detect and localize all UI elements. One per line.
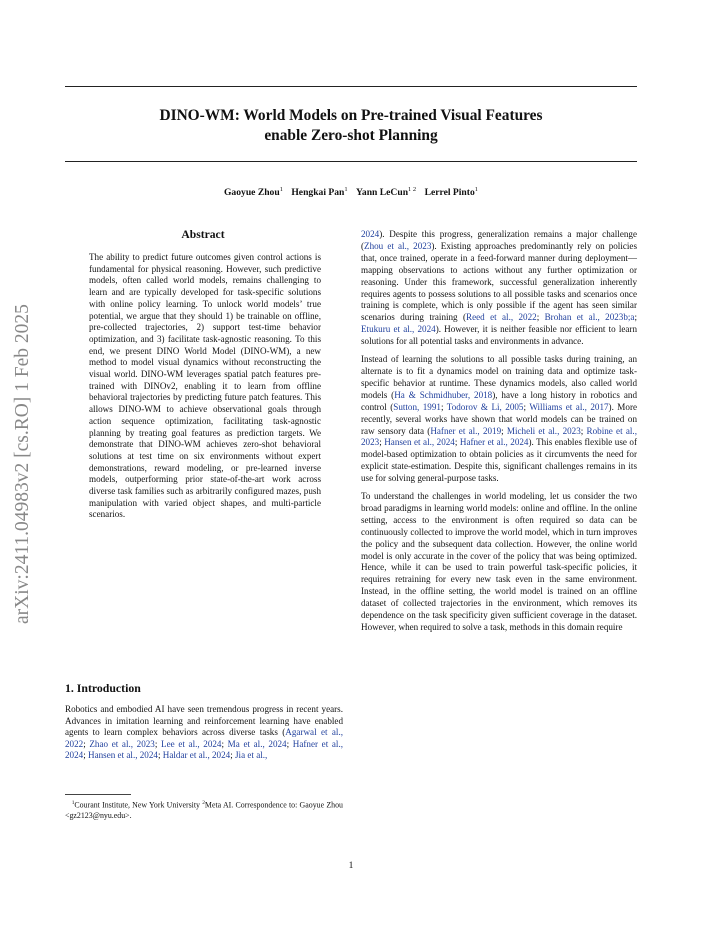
citation-link[interactable]: Etukuru et al., 2024 [361, 324, 436, 335]
citation-link[interactable]: Hafner et al., 2024 [65, 738, 343, 760]
title-line-1: DINO-WM: World Models on Pre-trained Visual Features [159, 107, 543, 124]
citation-link[interactable]: Hansen et al., 2024 [384, 437, 455, 448]
author-list [65, 186, 637, 198]
citation-link[interactable]: Hafner et al., 2024 [459, 437, 529, 448]
title-top-rule [65, 86, 637, 87]
citation-link[interactable]: Todorov & Li, 2005 [446, 401, 524, 412]
abstract-heading: Abstract [181, 228, 225, 241]
citation-link[interactable]: Lee et al., 2024 [161, 738, 222, 749]
footnote-rule [65, 794, 131, 795]
citation-link[interactable]: Haldar et al., 2024 [162, 750, 231, 760]
citation-link[interactable]: Hansen et al., 2024 [88, 750, 158, 760]
author: Gaoyue Zhou$^1$ [223, 186, 283, 199]
citation-link[interactable]: Jia et al., [235, 750, 268, 760]
page-number: 1 [348, 861, 354, 871]
citation-link[interactable]: Agarwal et al., 2022 [65, 727, 343, 749]
right-column [361, 229, 637, 640]
author: Yann LeCun$^{1 2}$ [356, 186, 417, 199]
citation-link[interactable]: Sutton, 1991 [393, 401, 441, 412]
introduction-paragraph: Robotics and embodied AI have seen tremendous progress in recent years. Advances in imitation learning and reinforcement learning have enabled agents to learn complex behaviors across diverse tasks (Agarwal et al., 2022; Zhao et al., 2023; Lee et al., 2024; Ma et al., 2024; Hafner et al., 2024; Hansen et al., 2024; Haldar et al., 2024; Jia et al., [65, 704, 343, 760]
paragraph: 2024). Despite this progress, generalization remains a major challenge (Zhou et al., 2023). Existing approaches predominantly rely on policies that, once trained, operate in a feed-forward manner during deployment—mapping observations to actions without any further optimization or reasoning. Under this framework, successful generalization inherently requires agents to possess solutions to all possible tasks and scenarios once training is complete, which is only possible if the agent has seen similar scenarios during training (Reed et al., 2022; Brohan et al., 2023b;a; Etukuru et al., 2024). However, it is neither feasible nor efficient to learn solutions for all potential tasks and environments in advance. [361, 229, 637, 347]
paragraph: To understand the challenges in world modeling, let us consider the two broad paradigms in learning world models: online and offline. In the online setting, access to the environment is often required so data can be continuously collected to improve the world model, which in turn improves the policy and the subsequent data collection. However, the online world model is only accurate in the cover of the policy that was being optimized. Hence, while it can be used to train powerful task-specific policies, it requires retraining for every new task even in the same environment. Instead, in the offline setting, the world model is trained on an offline dataset of collected trajectories in the environment, which removes its dependence on the task specificity given sufficient coverage in the dataset. However, when required to solve a task, methods in this domain require [361, 491, 637, 632]
affiliation-footnote: $^1$Courant Institute, New York University $^2$Meta AI. Correspondence to: Gaoyue Zhou <gz2123@nyu.edu>. [65, 800, 343, 820]
title-line-2: enable Zero-shot Planning [264, 127, 438, 144]
author: Hengkai Pan$^1$ [291, 186, 348, 199]
paragraph: Instead of learning the solutions to all possible tasks during training, an alternate is to fit a dynamics model on training data and optimize task-specific behavior at runtime. These dynamics models, also called world models (Ha & Schmidhuber, 2018), have a long history in robotics and control (Sutton, 1991; Todorov & Li, 2005; Williams et al., 2017). More recently, several works have shown that world models can be trained on raw sensory data (Hafner et al., 2019; Micheli et al., 2023; Robine et al., 2023; Hansen et al., 2024; Hafner et al., 2024). This enables flexible use of model-based optimization to obtain policies as it circumvents the need for explicit state-estimation. Despite this, significant challenges remains in its use for solving general-purpose tasks. [361, 354, 638, 484]
citation-link[interactable]: Ma et al., 2024 [227, 738, 287, 749]
citation-link[interactable]: Zhou et al., 2023 [364, 240, 432, 251]
paper-title [65, 106, 637, 146]
citation-link[interactable]: Robine et al., 2023 [361, 425, 637, 448]
citation-link[interactable]: Ha & Schmidhuber, 2018 [394, 389, 493, 400]
citation-link[interactable]: 2024 [361, 229, 380, 239]
citation-link[interactable]: Brohan et al., 2023b;a [544, 312, 635, 323]
citation-link[interactable]: Micheli et al., 2023 [506, 425, 581, 436]
section-heading-introduction: 1. Introduction [65, 681, 141, 695]
citation-link[interactable]: Reed et al., 2022 [466, 312, 537, 323]
title-bottom-rule [65, 161, 637, 162]
arxiv-identifier: arXiv:2411.04983v2 [cs.RO] 1 Feb 2025 [12, 304, 33, 624]
citation-link[interactable]: Zhao et al., 2023 [89, 738, 155, 749]
author: Lerrel Pinto$^1$ [424, 186, 479, 199]
abstract-text: The ability to predict future outcomes given control actions is fundamental for physical reasoning. However, such predictive models, often called world models, remains challenging to learn and are typically developed for task-specific solutions with online policy learning. To unlock world models’ true potential, we argue that they should 1) be trainable on offline, pre-collected trajectories, 2) support test-time behavior optimization, and 3) facilitate task-agnostic reasoning. To this end, we present DINO World Model (DINO-WM), a new method to model visual dynamics without reconstructing the visual world. DINO-WM leverages spatial patch features pre-trained with DINOv2, enabling it to learn from offline behavioral trajectories by predicting future patch features. This allows DINO-WM to achieve observational goals through action sequence optimization, facilitating task-agnostic planning by treating goal features as prediction targets. We demonstrate that DINO-WM achieves zero-shot behavioral solutions at test time on six environments without expert demonstrations, reward modeling, or pre-learned inverse models, outperforming prior state-of-the-art work across diverse task families such as arbitrarily configured mazes, push manipulation with varied object shapes, and multi-particle scenarios. [89, 252, 321, 520]
citation-link[interactable]: Hafner et al., 2019 [430, 425, 502, 436]
citation-link[interactable]: Williams et al., 2017 [529, 401, 609, 412]
